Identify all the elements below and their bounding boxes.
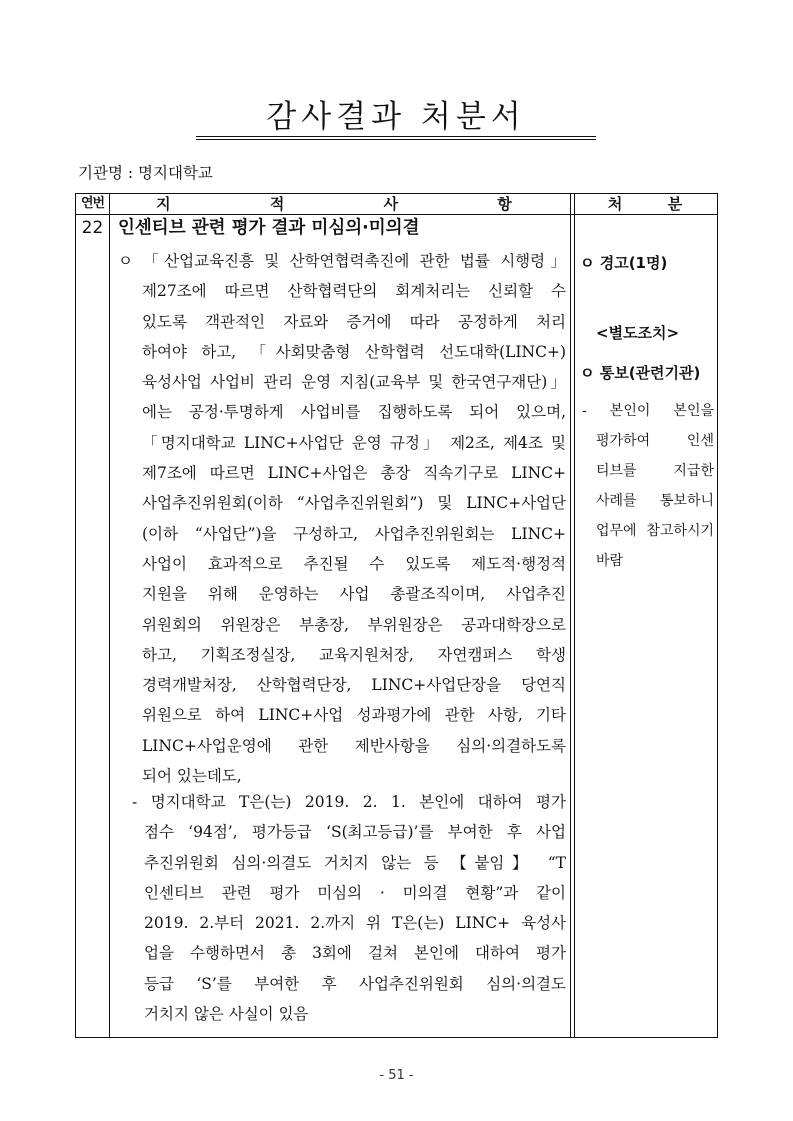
finding-line: 육성사업 사업비 관리 운영 지침(교육부 및 한국연구재단)」 — [142, 373, 566, 392]
column-divider-no — [109, 194, 110, 1037]
disposition-note-line: - 본인이 본인을 — [582, 403, 714, 419]
finding-line: 하여야 하고, 「사회맞춤형 산학협력 선도대학(LINC+) — [142, 342, 566, 361]
finding-line: 위원으로 하여 LINC+사업 성과평가에 관한 사항, 기타 — [142, 706, 566, 725]
agency-name: 기관명 : 명지대학교 — [78, 164, 213, 182]
finding-line: 사업추진위원회(이하 “사업추진위원회”) 및 LINC+사업단 — [142, 494, 566, 513]
finding-line: ㅇ 「산업교육진흥 및 산학연협력촉진에 관한 법률 시행령」 — [118, 252, 566, 270]
finding-paragraph-1 — [118, 246, 566, 791]
finding-paragraph-2 — [132, 787, 566, 1029]
title-underline-inner — [196, 139, 596, 140]
item-number: 22 — [81, 218, 104, 238]
disposition-note-line: 평가하여 인센 — [596, 433, 714, 449]
title-underline — [196, 136, 596, 137]
finding-line: 되어 있는데도, — [142, 767, 242, 786]
finding-line: 위원회의 위원장은 부총장, 부위원장은 공과대학장으로 — [142, 615, 566, 634]
finding-line: (이하 “사업단”)을 구성하고, 사업추진위원회는 LINC+ — [142, 524, 566, 543]
finding-line: 제27조에 따르면 산학협력단의 회계처리는 신뢰할 수 — [142, 282, 566, 301]
disposition-note-line: 티브를 지급한 — [596, 463, 714, 479]
finding-line: 점수 ‘94점’, 평가등급 ‘S(최고등급)’를 부여한 후 사업 — [144, 823, 566, 842]
disposition-note-line: 사례를 통보하니 — [596, 493, 714, 509]
finding-line: 지원을 위해 운영하는 사업 총괄조직이며, 사업추진 — [142, 585, 566, 604]
header-number: 연번 — [80, 196, 105, 211]
header-findings: 지 적 사 항 — [156, 195, 544, 213]
audit-table — [75, 193, 718, 1038]
disposition-note — [582, 396, 714, 576]
finding-line: 에는 공정·투명하게 사업비를 집행하도록 되어 있으며, — [142, 403, 566, 422]
item-heading: 인센티브 관련 평가 결과 미심의·미의결 — [118, 218, 420, 238]
disposition-warning: ㅇ 경고(1명) — [580, 254, 668, 272]
page-number: - 51 - — [379, 1068, 414, 1083]
disposition-notice: ㅇ 통보(관련기관) — [580, 364, 701, 382]
finding-line: 업을 수행하면서 총 3회에 걸쳐 본인에 대하여 평가 — [144, 944, 566, 963]
finding-line: 등급 ‘S’를 부여한 후 사업추진위원회 심의·의결도 — [144, 974, 566, 993]
disposition-separate-action: <별도조치> — [596, 324, 680, 342]
finding-line: 인센티브 관련 평가 미심의 · 미의결 현황”과 같이 — [144, 883, 566, 902]
finding-line: 있도록 객관적인 자료와 증거에 따라 공정하게 처리 — [142, 312, 566, 331]
finding-line: LINC+사업운영에 관한 제반사항을 심의·의결하도록 — [142, 736, 566, 755]
column-divider-main — [570, 194, 571, 1037]
disposition-note-line: 바람 — [596, 553, 624, 569]
column-divider-main-double — [574, 194, 575, 1037]
header-disposition: 처 분 — [607, 195, 703, 213]
finding-line: 2019. 2.부터 2021. 2.까지 위 T은(는) LINC+ 육성사 — [144, 914, 566, 933]
finding-line: 「명지대학교 LINC+사업단 운영 규정」 제2조, 제4조 및 — [142, 433, 566, 452]
finding-line: 경력개발처장, 산학협력단장, LINC+사업단장을 당연직 — [142, 676, 566, 695]
finding-line: 하고, 기획조정실장, 교육지원처장, 자연캠퍼스 학생 — [142, 645, 566, 664]
finding-line: 거치지 않은 사실이 있음 — [144, 1005, 309, 1024]
disposition-note-line: 업무에 참고하시기 — [596, 523, 714, 539]
finding-line: 추진위원회 심의·의결도 거치지 않는 등 【붙임】 “T — [144, 853, 566, 872]
finding-line: 사업이 효과적으로 추진될 수 있도록 제도적·행정적 — [142, 554, 566, 573]
document-title: 감사결과 처분서 — [266, 99, 526, 135]
finding-line: - 명지대학교 T은(는) 2019. 2. 1. 본인에 대하여 평가 — [132, 793, 566, 811]
finding-line: 제7조에 따르면 LINC+사업은 총장 직속기구로 LINC+ — [142, 464, 566, 483]
